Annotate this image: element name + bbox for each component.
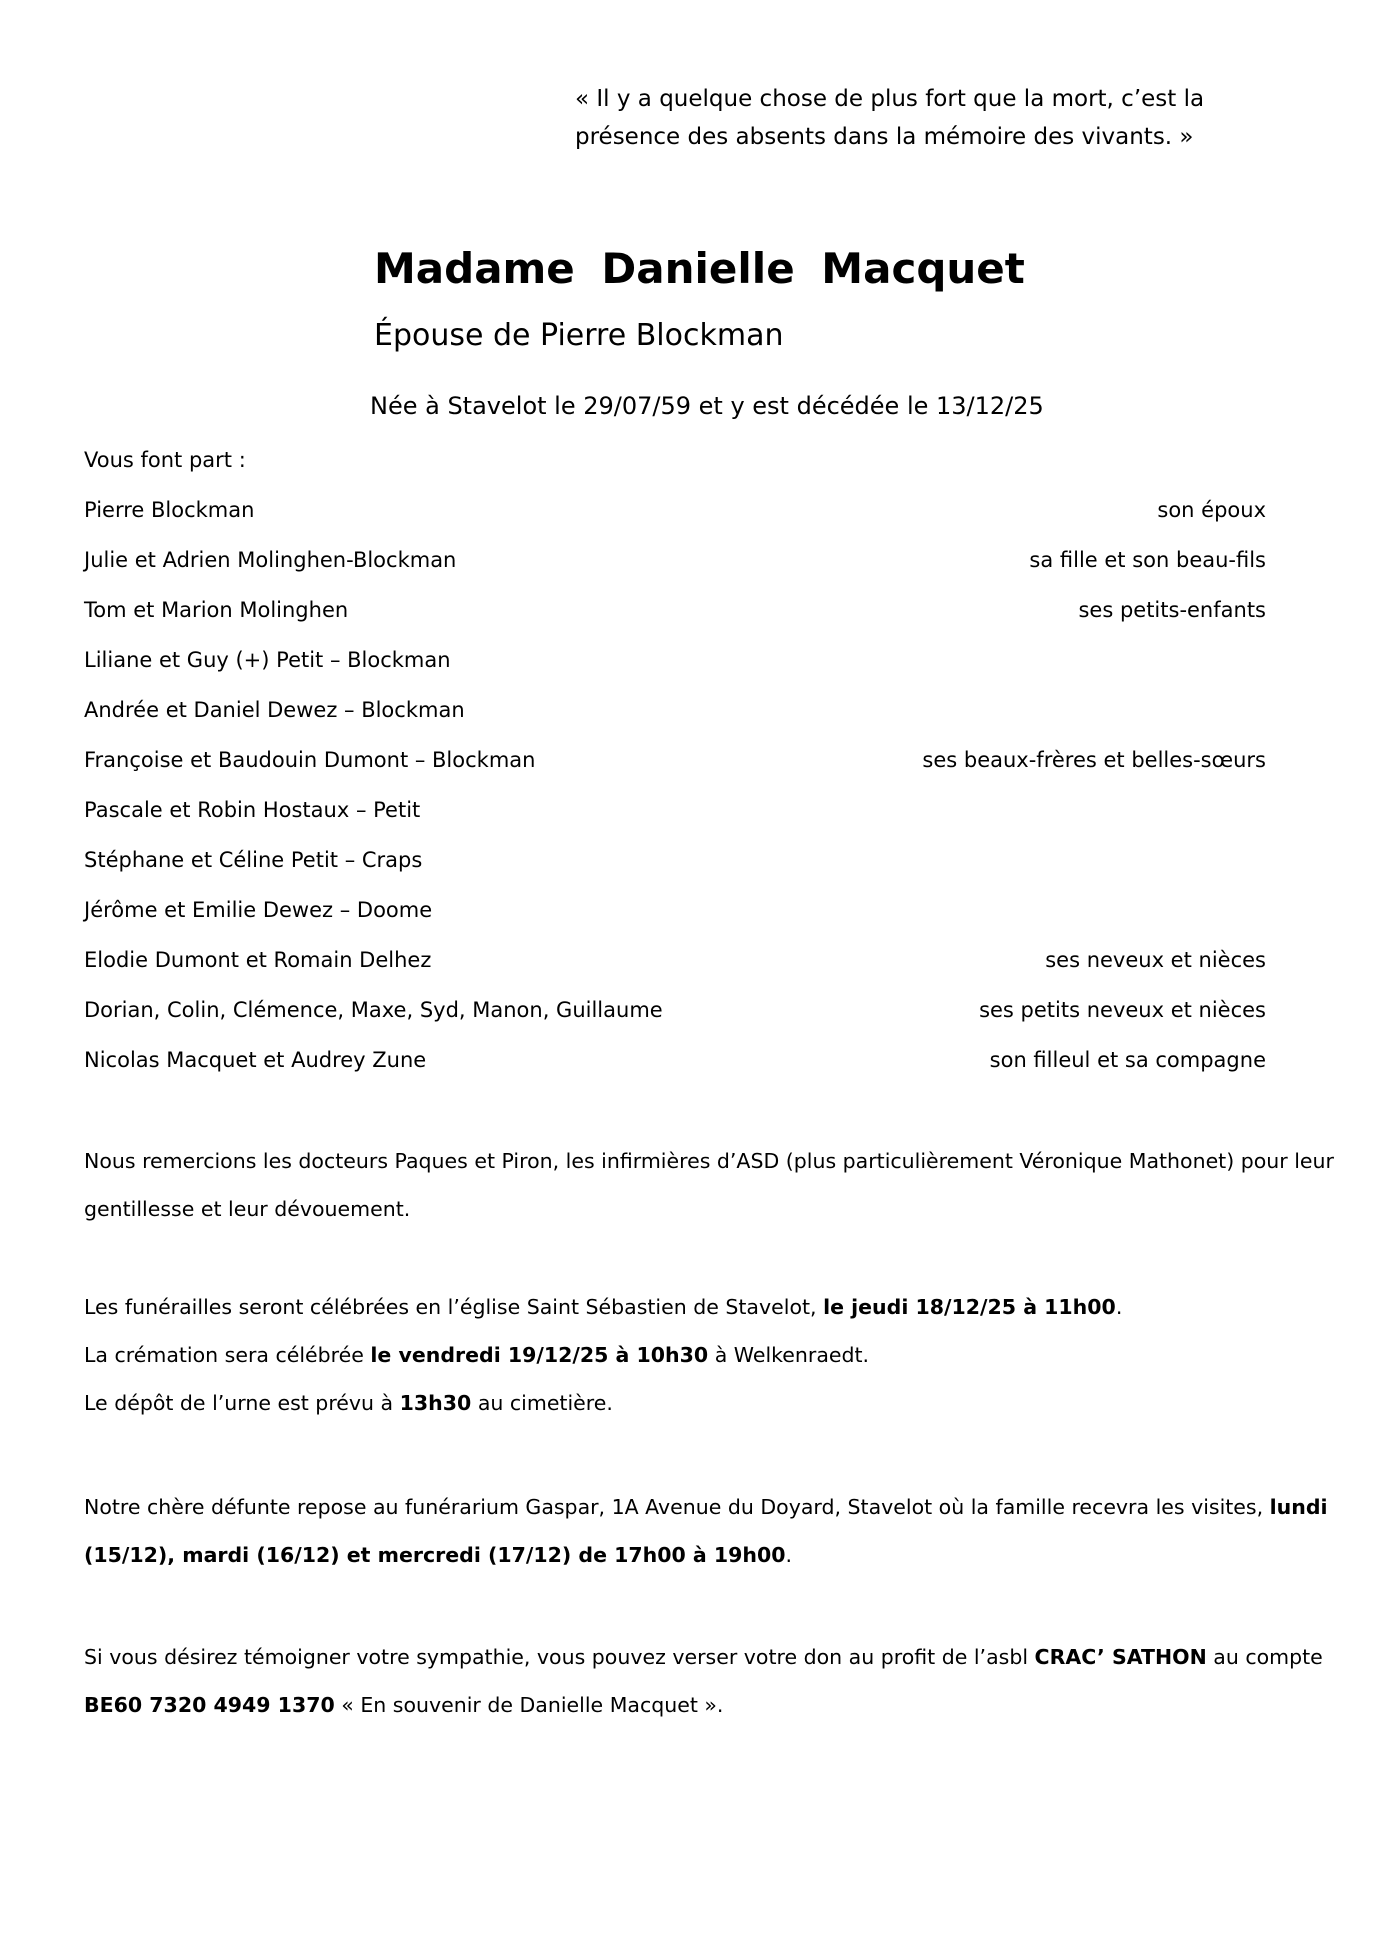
text-run: Le dépôt de l’urne est prévu à [84, 1391, 400, 1415]
family-row [84, 535, 1266, 585]
family-relation-label: ses petits-enfants [1078, 598, 1266, 622]
family-member-name: Jérôme et Emilie Dewez – Doome [84, 898, 433, 922]
memorial-quote-line-1: « Il y a quelque chose de plus fort que la mort, c’est la [575, 86, 1205, 112]
paragraph-line [84, 1531, 1324, 1579]
family-member-name: Elodie Dumont et Romain Delhez [84, 948, 432, 972]
family-row [84, 935, 1266, 985]
text-run: « En souvenir de Danielle Macquet ». [334, 1693, 724, 1717]
visits-paragraph [84, 1483, 1328, 1579]
family-row [84, 835, 1266, 885]
bold-text-run: lundi [1269, 1495, 1328, 1519]
family-member-name: Françoise et Baudouin Dumont – Blockman [84, 748, 536, 772]
page-title: Madame Danielle Macquet [374, 244, 1025, 293]
family-member-name: Pascale et Robin Hostaux – Petit [84, 798, 421, 822]
family-list [84, 435, 1266, 1085]
text-run: Notre chère défunte repose au funérarium Gaspar, 1A Avenue du Doyard, Stavelot où la famille recevra les visites, [84, 1495, 1270, 1519]
family-row [84, 1035, 1266, 1085]
family-relation-label: sa fille et son beau-fils [1029, 548, 1266, 572]
text-run: à Welkenraedt. [708, 1343, 870, 1367]
family-row [84, 985, 1266, 1035]
family-row [84, 785, 1266, 835]
birth-death-line: Née à Stavelot le 29/07/59 et y est décédée le 13/12/25 [370, 392, 1044, 420]
text-run: Si vous désirez témoigner votre sympathie, vous pouvez verser votre don au profit de l’asbl [84, 1645, 1035, 1669]
paragraph-line [84, 1283, 1324, 1331]
funeral-schedule-paragraph [84, 1283, 1324, 1427]
family-member-name: Julie et Adrien Molinghen-Blockman [84, 548, 457, 572]
text-run: Nous remercions les docteurs Paques et Piron, les infirmières d’ASD (plus particulièrement Véronique Mathonet) pour leur [84, 1149, 1334, 1173]
family-relation-label: ses beaux-frères et belles-sœurs [922, 748, 1266, 772]
paragraph-line [84, 1137, 1334, 1185]
bold-text-run: le vendredi 19/12/25 à 10h30 [370, 1343, 709, 1367]
text-run: . [785, 1543, 793, 1567]
family-member-name: Nicolas Macquet et Audrey Zune [84, 1048, 427, 1072]
family-row [84, 885, 1266, 935]
family-row [84, 685, 1266, 735]
bold-text-run: (15/12), mardi (16/12) et mercredi (17/12) de 17h00 à 19h00 [84, 1543, 786, 1567]
memorial-quote-line-2: présence des absents dans la mémoire des vivants. » [575, 124, 1194, 150]
paragraph-line [84, 1483, 1328, 1531]
family-row [84, 485, 1266, 535]
text-run: au cimetière. [471, 1391, 613, 1415]
text-run: au compte [1206, 1645, 1323, 1669]
family-member-name: Dorian, Colin, Clémence, Maxe, Syd, Manon, Guillaume [84, 998, 663, 1022]
bold-text-run: le jeudi 18/12/25 à 11h00 [823, 1295, 1116, 1319]
family-member-name: Pierre Blockman [84, 498, 255, 522]
paragraph-line [84, 1681, 1324, 1729]
thanks-paragraph [84, 1137, 1334, 1233]
family-relation-label: ses neveux et nièces [1045, 948, 1266, 972]
paragraph-line [84, 1379, 1324, 1427]
family-list-intro-label: Vous font part : [84, 448, 246, 472]
text-run: gentillesse et leur dévouement. [84, 1197, 411, 1221]
paragraph-line [84, 1185, 1324, 1233]
text-run: Les funérailles seront célébrées en l’église Saint Sébastien de Stavelot, [84, 1295, 824, 1319]
memorial-quote [575, 80, 1204, 156]
family-member-name: Stéphane et Céline Petit – Craps [84, 848, 423, 872]
family-member-name: Liliane et Guy (+) Petit – Blockman [84, 648, 451, 672]
bold-text-run: CRAC’ SATHON [1034, 1645, 1207, 1669]
donation-paragraph [84, 1633, 1324, 1729]
paragraph-line [84, 1331, 1324, 1379]
family-member-name: Andrée et Daniel Dewez – Blockman [84, 698, 465, 722]
spouse-line: Épouse de Pierre Blockman [374, 318, 784, 353]
family-relation-label: son époux [1157, 498, 1266, 522]
text-run: La crémation sera célébrée [84, 1343, 371, 1367]
family-row [84, 735, 1266, 785]
family-row [84, 585, 1266, 635]
bold-text-run: BE60 7320 4949 1370 [84, 1693, 335, 1717]
family-row [84, 635, 1266, 685]
family-list-intro [84, 435, 1266, 485]
family-relation-label: ses petits neveux et nièces [979, 998, 1266, 1022]
family-relation-label: son filleul et sa compagne [989, 1048, 1266, 1072]
family-member-name: Tom et Marion Molinghen [84, 598, 349, 622]
paragraph-line [84, 1633, 1324, 1681]
text-run: . [1115, 1295, 1123, 1319]
bold-text-run: 13h30 [399, 1391, 472, 1415]
